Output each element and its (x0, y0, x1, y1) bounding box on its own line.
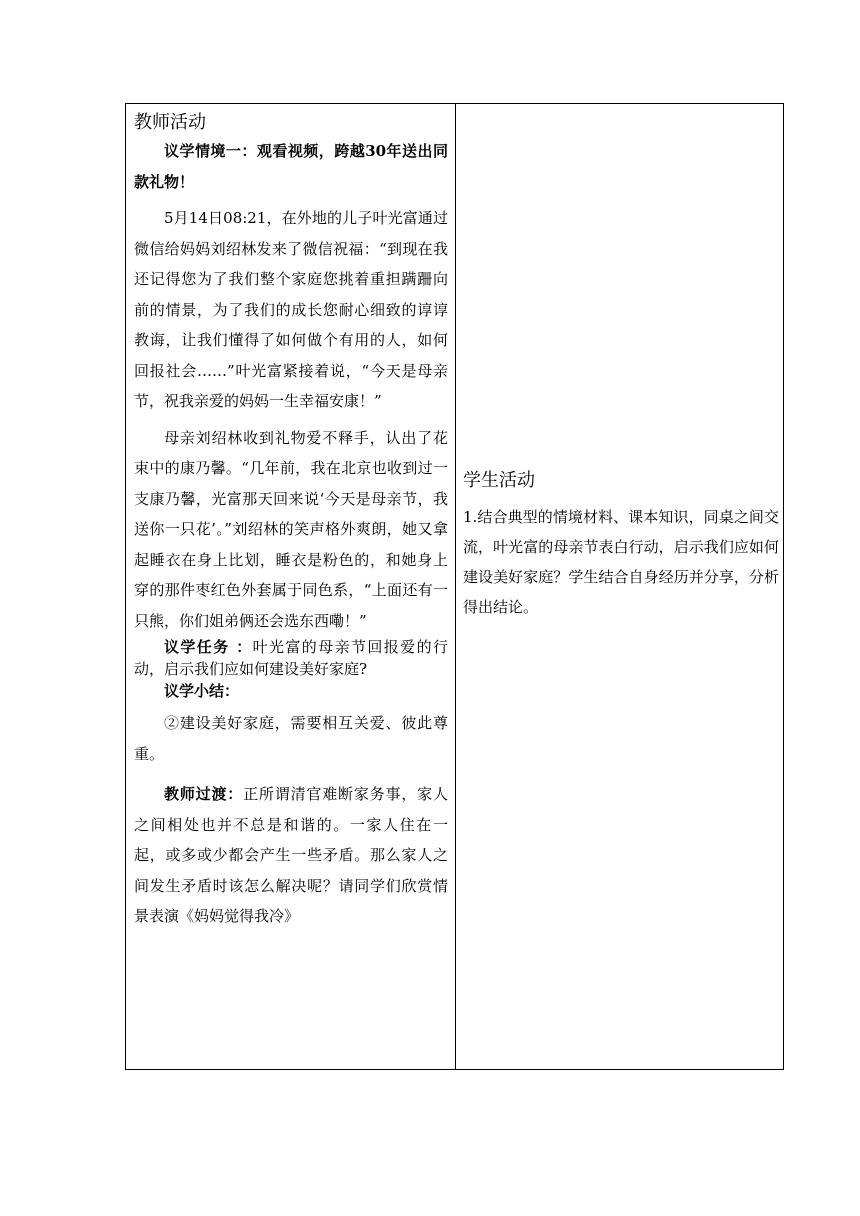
teacher-transition (134, 779, 448, 932)
discussion-task (134, 636, 448, 680)
transition-label: 教师过渡： (164, 785, 244, 803)
summary-text: ②建设美好家庭，需要相互关爱、彼此尊重。 (134, 714, 448, 763)
scenario-title: 议学情境一：观看视频，跨越30年送出同款礼物！ (134, 142, 448, 191)
student-activity-text: 1.结合典型的情境材料、课本知识，同桌之间交流，叶光富的母亲节表白行动，启示我们应如何建设美好家庭？学生结合自身经历并分享，分析得出结论。 (463, 508, 779, 616)
task-label: 议学任务 ： (164, 638, 253, 656)
task-text: 叶光富的母亲节回报爱的行动，启示我们应如何建设美好家庭? (134, 638, 448, 678)
student-activity-cell (463, 468, 779, 622)
teacher-activity-cell (134, 110, 448, 932)
teacher-activity-heading: 教师活动 (134, 112, 206, 133)
summary-label: 议学小结： (164, 682, 240, 700)
student-activity-heading: 学生活动 (463, 470, 535, 491)
scenario-paragraph-1: 5月14日08:21，在外地的儿子叶光富通过微信给妈妈刘绍林发来了微信祝福：“到现在我还记得您为了我们整个家庭您挑着重担蹒跚向前的情景，为了我们的成长您耐心细致的谆谆教诲，让我们懂得了如何做个有用的人，如何回报社会……”叶光富紧接着说，“今天是母亲节，祝我亲爱的妈妈一生幸福安康！” (134, 209, 448, 410)
transition-text: 正所谓清官难断家务事，家人之间相处也并不总是和谐的。一家人住在一起，或多或少都会产生一些矛盾。那么家人之间发生矛盾时该怎么解决呢？请同学们欣赏情景表演《妈妈觉得我冷》 (134, 785, 448, 925)
column-divider (455, 104, 456, 1069)
scenario-paragraph-2: 母亲刘绍林收到礼物爱不释手，认出了花束中的康乃馨。“几年前，我在北京也收到过一支康乃馨，光富那天回来说‘今天是母亲节，我送你一只花’。”刘绍林的笑声格外爽朗，她又拿起睡衣在身上比划，睡衣是粉色的，和她身上穿的那件枣红色外套属于同色系，“上面还有一只熊，你们姐弟俩还会选东西嘞！” (134, 428, 448, 630)
lesson-table (125, 103, 784, 1070)
